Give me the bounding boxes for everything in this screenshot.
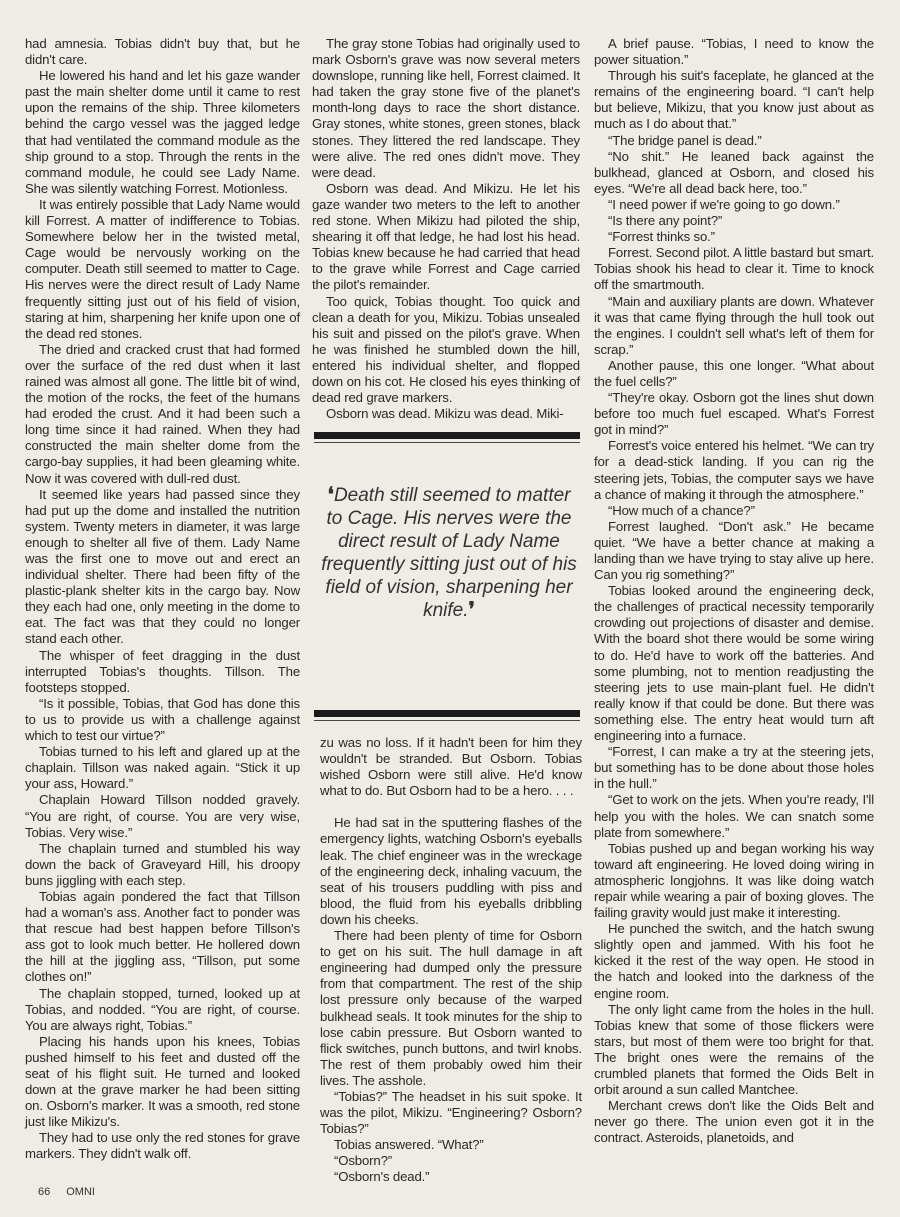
close-quote-mark: ❜	[468, 599, 475, 621]
paragraph: Through his suit's faceplate, he glanced at the remains of the engineering board. “I can't help but believe, Mikizu, that you know just about as much as I do about that.”	[594, 68, 874, 132]
paragraph: “How much of a chance?”	[608, 502, 755, 518]
column-2-bottom	[320, 735, 582, 1186]
paragraph: “Get to work on the jets. When you're ready, I'll help you with the holes. We can snatch some plate from somewhere.”	[594, 792, 874, 840]
page-footer	[38, 1186, 111, 1198]
page-number: 66	[38, 1186, 51, 1198]
paragraph: Osborn was dead. Mikizu was dead. Miki-	[326, 406, 564, 422]
paragraph: He had sat in the sputtering flashes of the emergency lights, watching Osborn's eyeballs leak. The chief engineer was in the wreckage of the engineering deck, inhaling vacuum, the seat of his trousers puddling with piss and blood, the fluid from his eyeballs dribbling down his cheeks.	[320, 815, 582, 927]
paragraph: Tobias turned to his left and glared up at the chaplain. Tillson was naked again. “Stick it up your ass, Howard.”	[25, 744, 300, 792]
paragraph: Forrest's voice entered his helmet. “We can try for a dead-stick landing. If you can rig the steering jets, Tobias, the computer says we have a chance of making it through the atmosphere.”	[594, 438, 874, 502]
paragraph: The chaplain stopped, turned, looked up at Tobias, and nodded. “You are right, of course. You are always right, Tobias.”	[25, 985, 300, 1033]
pull-quote	[318, 484, 580, 622]
paragraph: A brief pause. “Tobias, I need to know the power situation.”	[594, 36, 874, 68]
paragraph: had amnesia. Tobias didn't buy that, but he didn't care.	[25, 36, 300, 68]
paragraph: zu was no loss. If it hadn't been for him they wouldn't be stranded. But Osborn. Tobias wished Osborn were still alive. He'd know what to do. But Osborn had to be a hero. . . .	[320, 735, 582, 799]
paragraph: “Forrest thinks so.”	[608, 229, 715, 245]
paragraph: “I need power if we're going to go down.”	[608, 196, 840, 212]
paragraph: It seemed like years had passed since they had put up the dome and installed the nutrition system. Twenty meters in diameter, it was large enough to shelter all five of them. Lady Name was the first one to move out and erect an individual shelter. There had been fifty of the plastic-plank shelter kits in the cargo bay. Now they each had one, only meeting in the dome to eat. The fact was that they could no longer stand each other.	[25, 486, 300, 647]
open-quote-mark: ❛	[327, 484, 334, 506]
paragraph: The chaplain turned and stumbled his way down the back of Graveyard Hill, his droopy buns jiggling with each step.	[25, 840, 300, 888]
paragraph: Chaplain Howard Tillson nodded gravely. “You are right, of course. You are very wise, Tobias. Very wise.”	[25, 792, 300, 840]
pull-quote-text: Death still seemed to matter to Cage. His nerves were the direct result of Lady Name frequently sitting just out of his field of vision, sharpening her knife.	[321, 485, 577, 621]
paragraph: “Is it possible, Tobias, that God has done this to us to provide us with a challenge against which to test our virtue?”	[25, 695, 300, 744]
paragraph: He lowered his hand and let his gaze wander past the main shelter dome until it came to rest upon the remains of the ship. Three kilometers behind the cargo vessel was the jagged ledge that had ventilated the command module as the ship ground to a stop. Through the rents in the command module, he could see Lady Name. She was silently watching Forrest. Motionless.	[25, 68, 300, 196]
paragraph: Forrest. Second pilot. A little bastard but smart. Tobias shook his head to clear it. Time to knock off the smartmouth.	[594, 245, 874, 293]
pull-quote-top-rule	[314, 432, 580, 439]
magazine-name: OMNI	[66, 1186, 95, 1198]
paragraph: Forrest laughed. “Don't ask.” He became quiet. “We have a better chance at making a landing than we have trying to stay alive up here. Can you rig something?”	[594, 518, 874, 583]
pull-quote-bottom-rule	[314, 710, 580, 717]
paragraph: “Tobias?” The headset in his suit spoke. It was the pilot, Mikizu. “Engineering? Osborn? Tobias?”	[320, 1088, 582, 1137]
paragraph: Too quick, Tobias thought. Too quick and clean a death for you, Mikizu. Tobias unsealed his suit and pissed on the pilot's grave. When he was finished he stumbled down the hill, entered his individual shelter, and flopped down on his cot. He closed his eyes thinking of dead red grave markers.	[312, 293, 580, 406]
paragraph: “No shit.” He leaned back against the bulkhead, glanced at Osborn, and closed his eyes. “We're all dead back here, too.”	[594, 148, 874, 196]
paragraph: They had to use only the red stones for grave markers. They didn't walk off.	[25, 1130, 300, 1162]
paragraph: The only light came from the holes in the hull. Tobias knew that some of those flickers were stars, but most of them were too bright for that. The bright ones were the remains of the crumbled planets that formed the Oids Belt in orbit around a sun called Mantchee.	[594, 1001, 874, 1098]
paragraph: “Osborn's dead.”	[334, 1169, 430, 1185]
paragraph: Tobias again pondered the fact that Tillson had a woman's ass. Another fact to ponder was that rescue had best happen before Tillson's ass got to look much better. He hollered down the hill at the jiggling ass, “Tillson, put some clothes on!”	[25, 888, 300, 985]
paragraph: “Is there any point?”	[608, 213, 723, 229]
paragraph: “Osborn?”	[334, 1153, 393, 1169]
paragraph: The gray stone Tobias had originally used to mark Osborn's grave was now several meters downslope, running like hell, Forrest claimed. It had taken the gray stone five of the planet's month-long days to race the short distance. Gray stones, white stones, green stones, black stones. They littered the red landscape. They were alive. The red ones didn't move. They were dead.	[312, 36, 580, 180]
paragraph: There had been plenty of time for Osborn to get on his suit. The hull damage in aft engineering had dumped only the pressure from that compartment. The rest of the ship lost pressure only because of the warped bulkhead seals. It took minutes for the ship to lose cabin pressure. But Osborn wanted to flick switches, punch buttons, and twirl knobs. The rest of them probably owed him their lives. The asshole.	[320, 928, 582, 1088]
paragraph: The whisper of feet dragging in the dust interrupted Tobias's thoughts. Tillson. The footsteps stopped.	[25, 647, 300, 695]
paragraph: Another pause, this one longer. “What about the fuel cells?”	[594, 357, 874, 389]
paragraph: “Main and auxiliary plants are down. Whatever it was that came flying through the hull took out the engines. I couldn't sell what's left of them for scrap.”	[594, 293, 874, 357]
paragraph: Tobias answered. “What?”	[334, 1137, 484, 1153]
paragraph: The dried and cracked crust that had formed over the surface of the red dust when it last rained was almost all gone. The little bit of wind, the motion of the rocks, the feet of the humans had eroded the crust. And it had been such a long time since it had rained. When they had constructed the main shelter dome from the cargo-bay supplies, it had been gleaming white. Now it was covered with dull-red dust.	[25, 341, 300, 486]
paragraph: “Forrest, I can make a try at the steering jets, but something has to be done about those holes in the hull.”	[594, 744, 874, 792]
paragraph: He punched the switch, and the hatch swung slightly open and jammed. With his foot he kicked it the rest of the way open. He stood in the hatch and looked into the darkness of the engine room.	[594, 921, 874, 1001]
paragraph: “They're okay. Osborn got the lines shut down before too much fuel escaped. What's Forrest got in mind?”	[594, 390, 874, 438]
paragraph: It was entirely possible that Lady Name would kill Forrest. A matter of indifference to Tobias. Somewhere below her in the twisted metal, Cage would be nervously working on the computer. Death still seemed to matter to Cage. His nerves were the direct result of Lady Name frequently sitting just out of his field of vision, staring at him, sharpening her knife upon one of the dead red stones.	[25, 196, 300, 341]
column-1	[25, 36, 300, 1163]
paragraph: Tobias pushed up and began working his way toward aft engineering. He loved doing wiring in atmospheric longjohns. It was like doing watch repair while wearing a pair of boxing gloves. The failing gravity would just make it interesting.	[594, 840, 874, 921]
column-2-top	[312, 36, 580, 422]
paragraph: “The bridge panel is dead.”	[608, 132, 762, 148]
column-3	[594, 36, 874, 1146]
paragraph: Merchant crews don't like the Oids Belt and never go there. The union even got it in the contract. Asteroids, planetoids, and	[594, 1098, 874, 1146]
paragraph: Tobias looked around the engineering deck, the challenges of practical necessity temporarily crowding out projections of disaster and demise. With the board shot there would be some wiring to do. He'd have to work off the batteries. And some plumbing, not to mention readjusting the steering jets to use main-plant fuel. He didn't really know if that could be done. But there was something else. The entry heat would turn aft engineering into a furnace.	[594, 583, 874, 744]
paragraph: Osborn was dead. And Mikizu. He let his gaze wander two meters to the left to another red stone. When Mikizu had piloted the ship, shearing it off that ledge, he had lost his head. Tobias knew because he had carried that head to the grave while Forrest and Cage carried the pilot's remainder.	[312, 180, 580, 293]
paragraph: Placing his hands upon his knees, Tobias pushed himself to his feet and dusted off the seat of his flight suit. He turned and looked down at the grave marker he had been sitting on. Osborn's marker. It was a smooth, red stone just like Mikizu's.	[25, 1033, 300, 1130]
